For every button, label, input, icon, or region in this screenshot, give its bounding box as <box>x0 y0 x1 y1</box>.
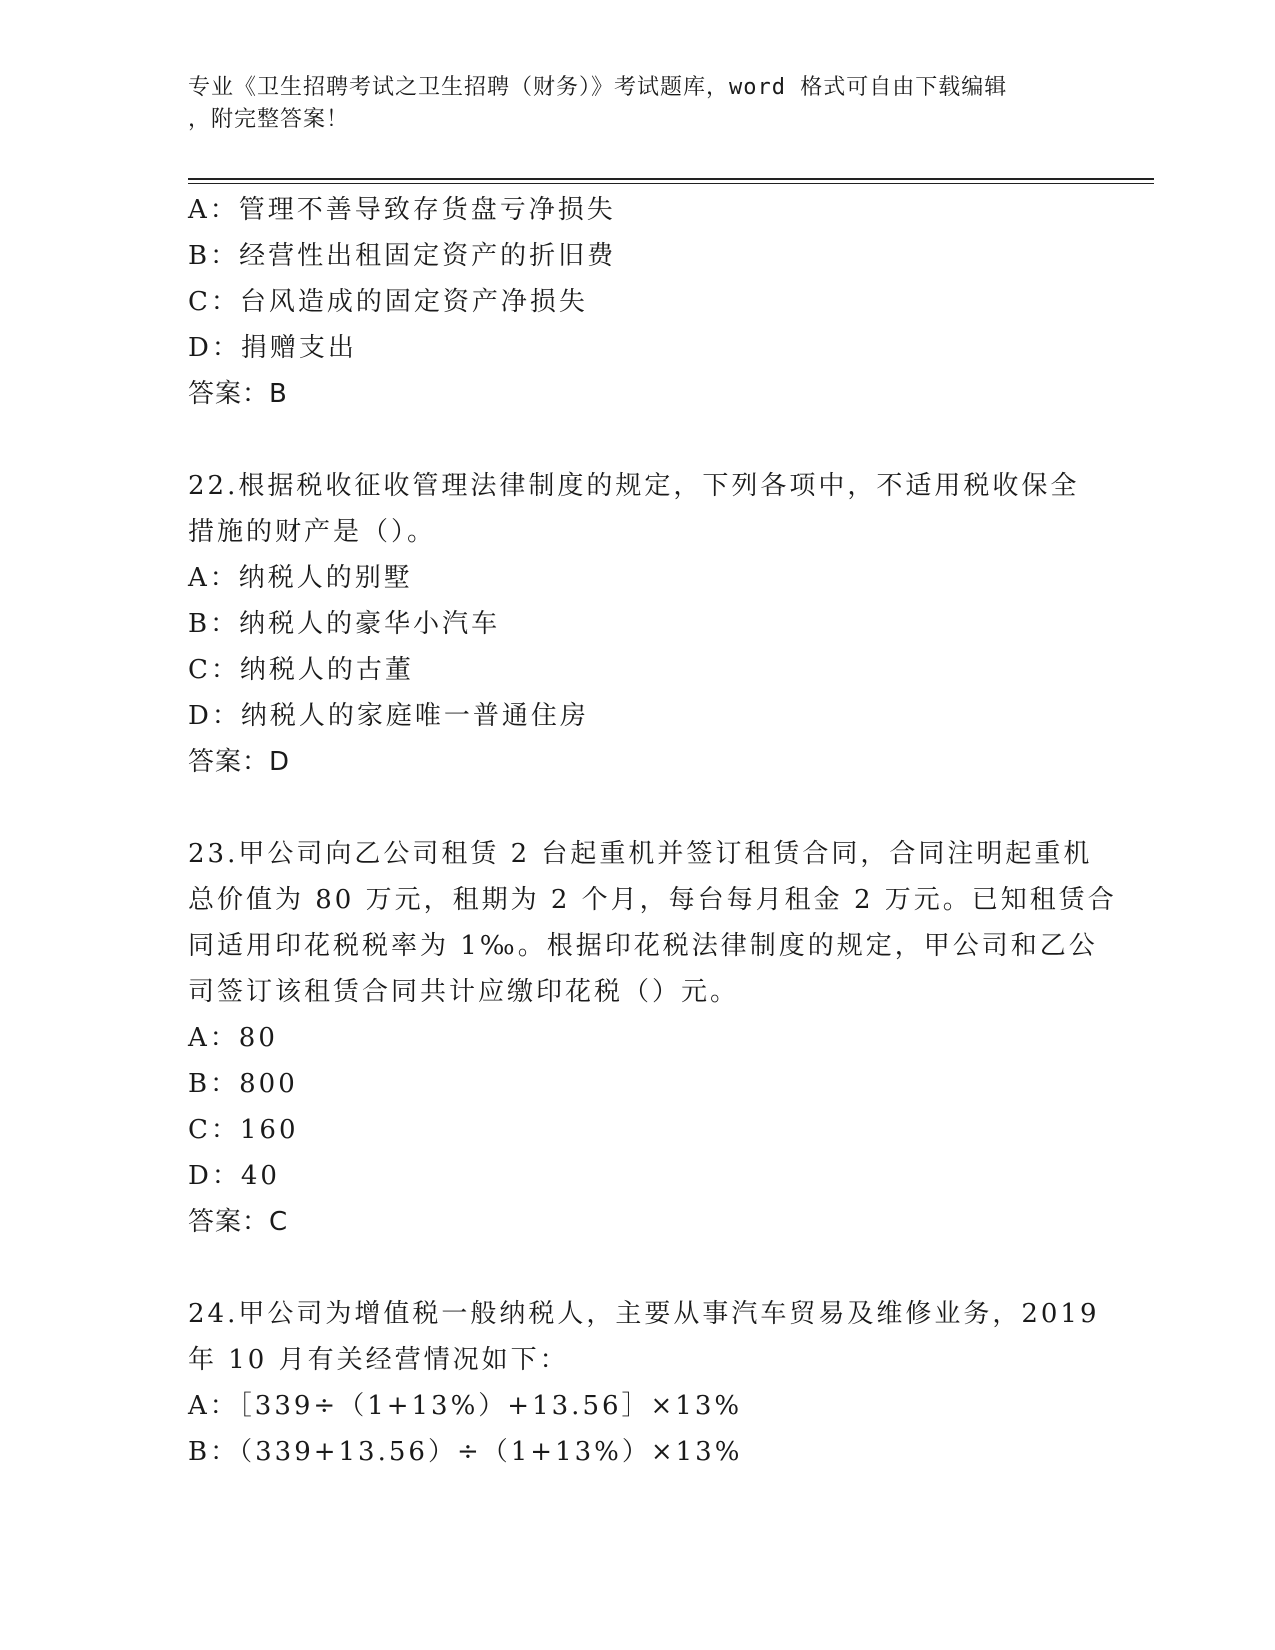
option-a: A：80 <box>188 1023 278 1053</box>
question-24 <box>188 1291 1100 1475</box>
answer: 答案：D <box>188 747 291 777</box>
option-c: C：台风造成的固定资产净损失 <box>188 287 588 317</box>
option-b: B：纳税人的豪华小汽车 <box>188 609 501 639</box>
spacer <box>188 1245 1088 1291</box>
question-stem-line: 措施的财产是（）。 <box>188 517 437 547</box>
answer: 答案：B <box>188 379 288 409</box>
option-a: A：［339÷（1+13%）+13.56］×13% <box>188 1391 743 1421</box>
option-b: B：（339+13.56）÷（1+13%）×13% <box>188 1437 743 1467</box>
question-list <box>188 187 1117 1475</box>
option-c: C：纳税人的古董 <box>188 655 414 685</box>
question-22 <box>188 463 1088 785</box>
option-b: B：800 <box>188 1069 298 1099</box>
spacer <box>188 785 1088 831</box>
question-stem-line: 总价值为 80 万元，租期为 2 个月，每台每月租金 2 万元。已知租赁合 <box>188 885 1117 915</box>
header-line-2: ，附完整答案！ <box>188 107 350 132</box>
document-header <box>188 72 1088 136</box>
header-rule-thick <box>188 178 1154 180</box>
question-stem-line: 24.甲公司为增值税一般纳税人，主要从事汽车贸易及维修业务，2019 <box>188 1299 1100 1329</box>
option-b: B：经营性出租固定资产的折旧费 <box>188 241 617 271</box>
option-c: C：160 <box>188 1115 299 1145</box>
header-rule-thin <box>188 183 1154 184</box>
question-23 <box>188 831 1117 1245</box>
option-d: D：40 <box>188 1161 280 1191</box>
question-stem-line: 22.根据税收征收管理法律制度的规定，下列各项中，不适用税收保全 <box>188 471 1080 501</box>
question-21 <box>188 187 1088 417</box>
option-a: A：管理不善导致存货盘亏净损失 <box>188 195 616 225</box>
option-d: D：捐赠支出 <box>188 333 357 363</box>
option-a: A：纳税人的别墅 <box>188 563 413 593</box>
question-stem-line: 司签订该租赁合同共计应缴印花税（）元。 <box>188 977 740 1007</box>
question-stem-line: 23.甲公司向乙公司租赁 2 台起重机并签订租赁合同，合同注明起重机 <box>188 839 1093 869</box>
answer: 答案：C <box>188 1207 289 1237</box>
question-stem-line: 年 10 月有关经营情况如下： <box>188 1345 569 1375</box>
header-line-1: 专业《卫生招聘考试之卫生招聘（财务）》考试题库，word 格式可自由下载编辑 <box>188 75 1008 100</box>
option-d: D：纳税人的家庭唯一普通住房 <box>188 701 589 731</box>
spacer <box>188 417 1088 463</box>
question-stem-line: 同适用印花税税率为 1‰。根据印花税法律制度的规定，甲公司和乙公 <box>188 931 1098 961</box>
